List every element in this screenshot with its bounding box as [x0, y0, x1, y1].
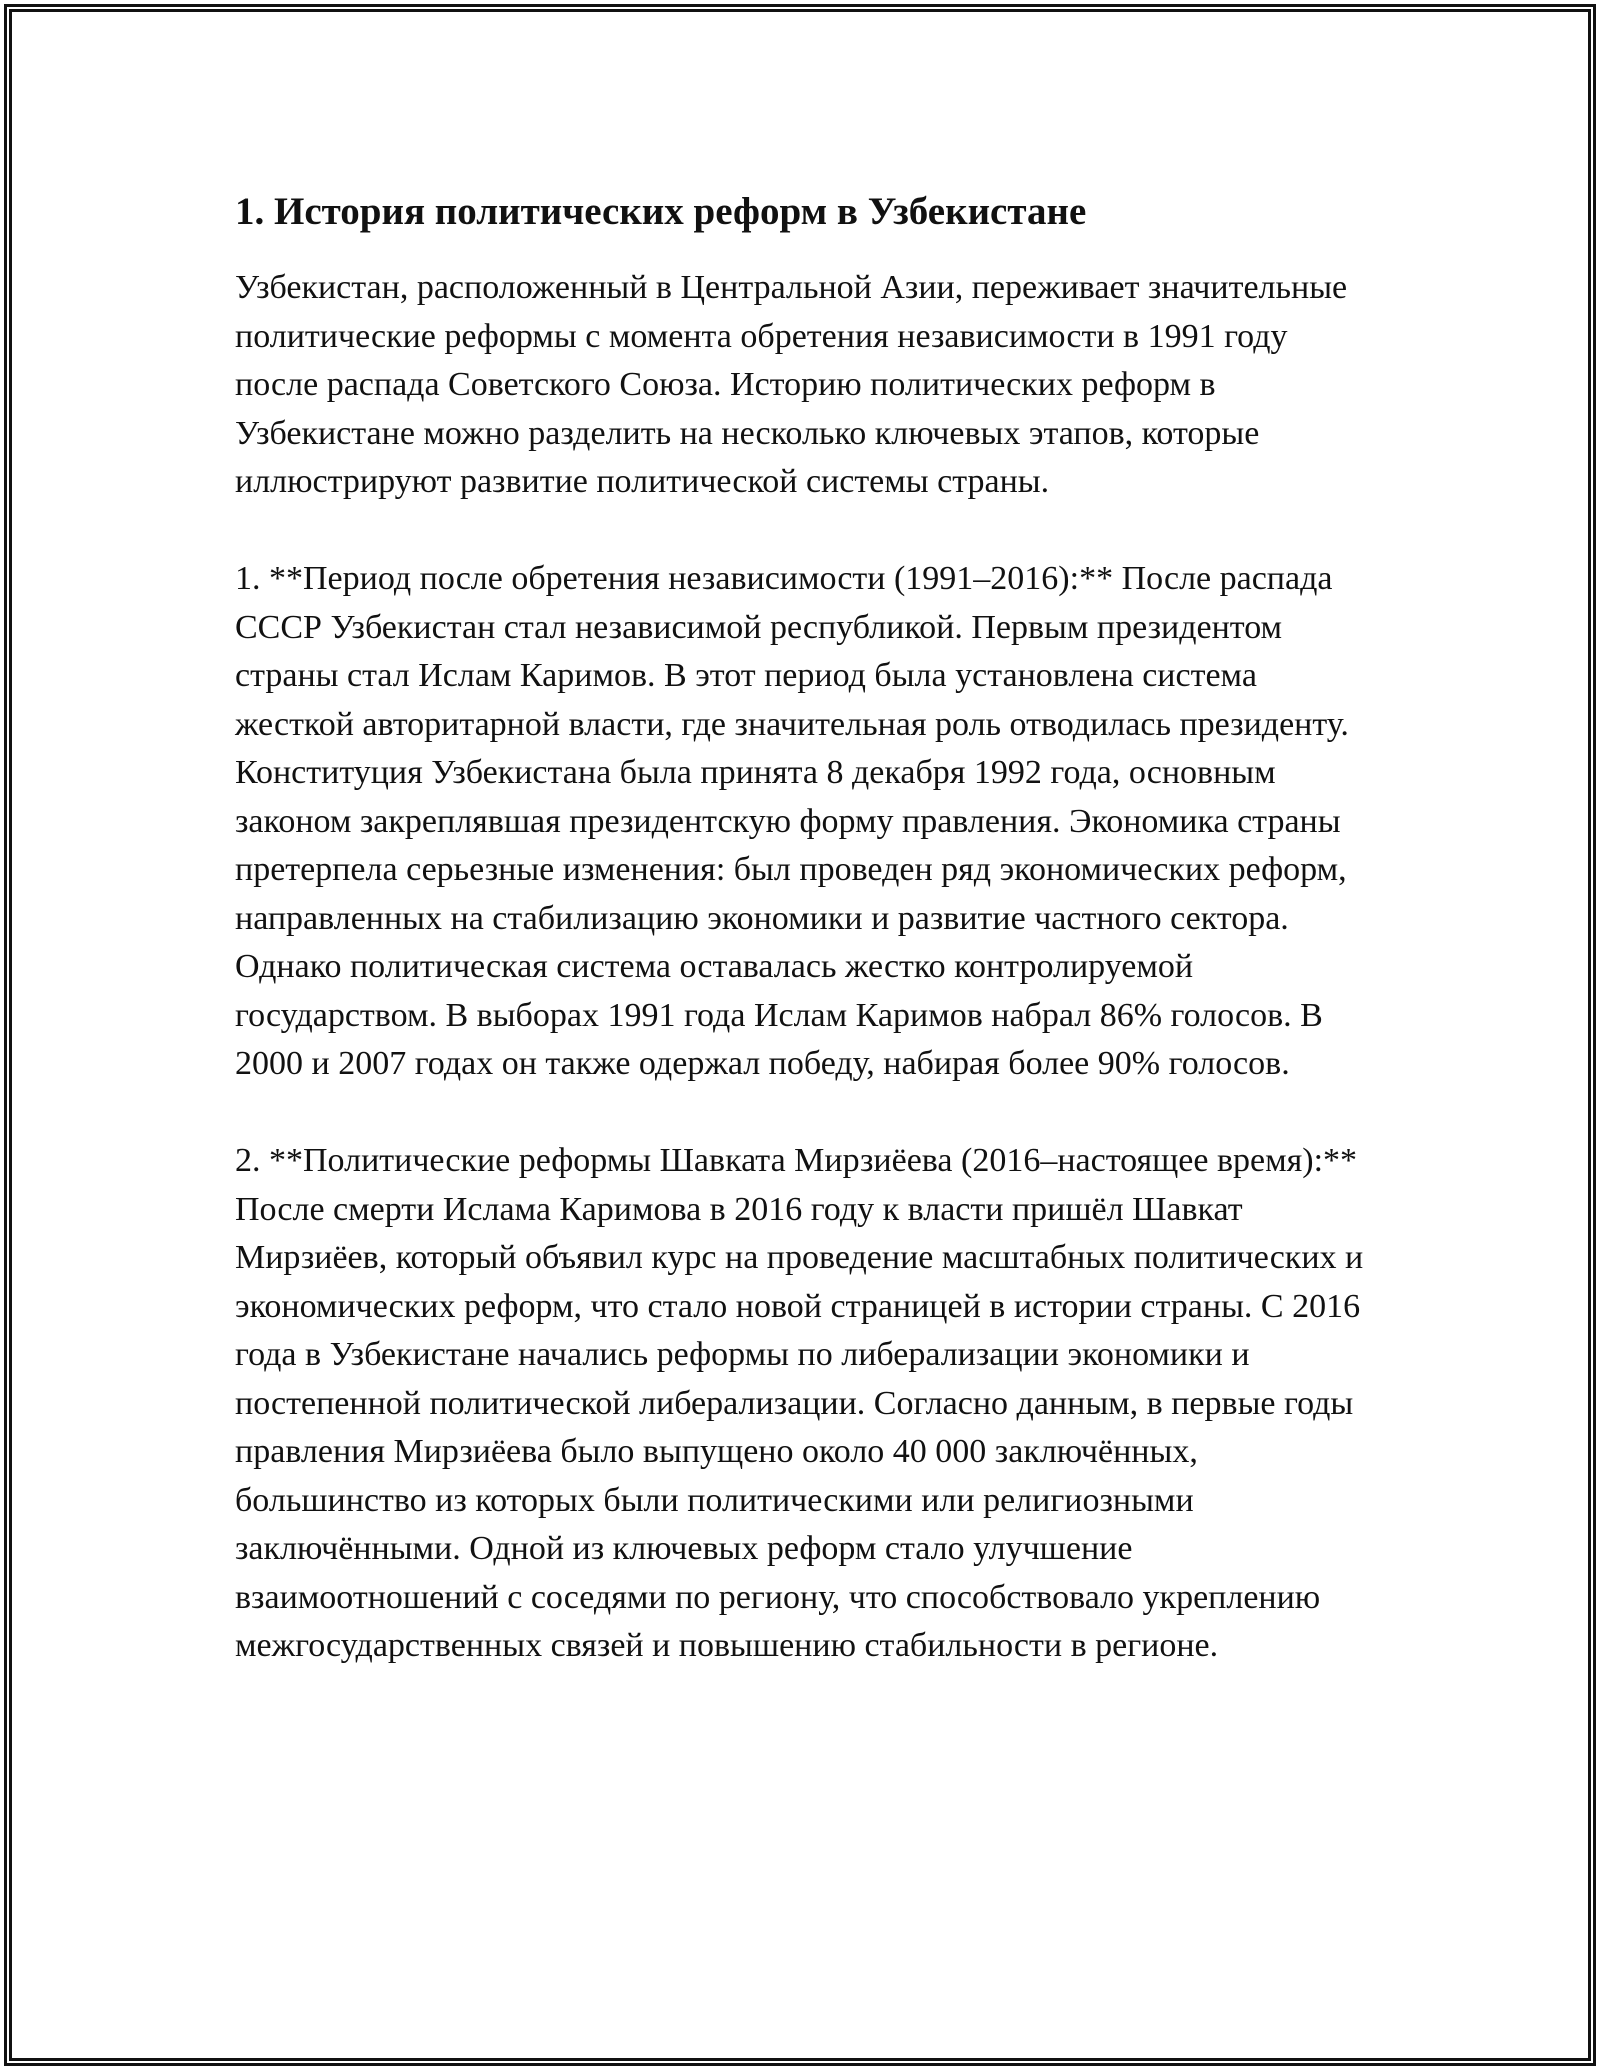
intro-paragraph: Узбекистан, расположенный в Центральной Азии, переживает значительные политические реформы с момента обретения независимости в 1991 году после распада Советского Союза. Историю политических реформ в Узбекистане можно разделить на несколько ключевых этапов, которые иллюстрируют развитие политической системы страны.: [235, 269, 1348, 500]
paragraph-mirziyoyev-reforms: 2. **Политические реформы Шавката Мирзиёева (2016–настоящее время):** После смерти Ислама Каримова в 2016 году к власти пришёл Шавкат Мирзиёев, который объявил курс на проведение масштабных политических и экономических реформ, что стало новой страницей в истории страны. С 2016 года в Узбекистане начались реформы по либерализации экономики и постепенной политической либерализации. Согласно данным, в первые годы правления Мирзиёева было выпущено около 40 000 заключённых, большинство из которых были политическими или религиозными заключёнными. Одной из ключевых реформ стало улучшение взаимоотношений с соседями по региону, что способствовало укреплению межгосударственных связей и повышению стабильности в регионе.: [235, 1142, 1364, 1664]
document-body: [235, 186, 1365, 1671]
paragraph-independence-period: 1. **Период после обретения независимости (1991–2016):** После распада СССР Узбекистан стал независимой республикой. Первым президентом страны стал Ислам Каримов. В этот период была установлена система жесткой авторитарной власти, где значительная роль отводилась президенту. Конституция Узбекистана была принята 8 декабря 1992 года, основным законом закреплявшая президентскую форму правления. Экономика страны претерпела серьезные изменения: был проведен ряд экономических реформ, направленных на стабилизацию экономики и развитие частного сектора. Однако политическая система оставалась жестко контролируемой государством. В выборах 1991 года Ислам Каримов набрал 86% голосов. В 2000 и 2007 годах он также одержал победу, набирая более 90% голосов.: [235, 560, 1349, 1082]
section-heading: 1. История политических реформ в Узбекистане: [235, 190, 1087, 233]
